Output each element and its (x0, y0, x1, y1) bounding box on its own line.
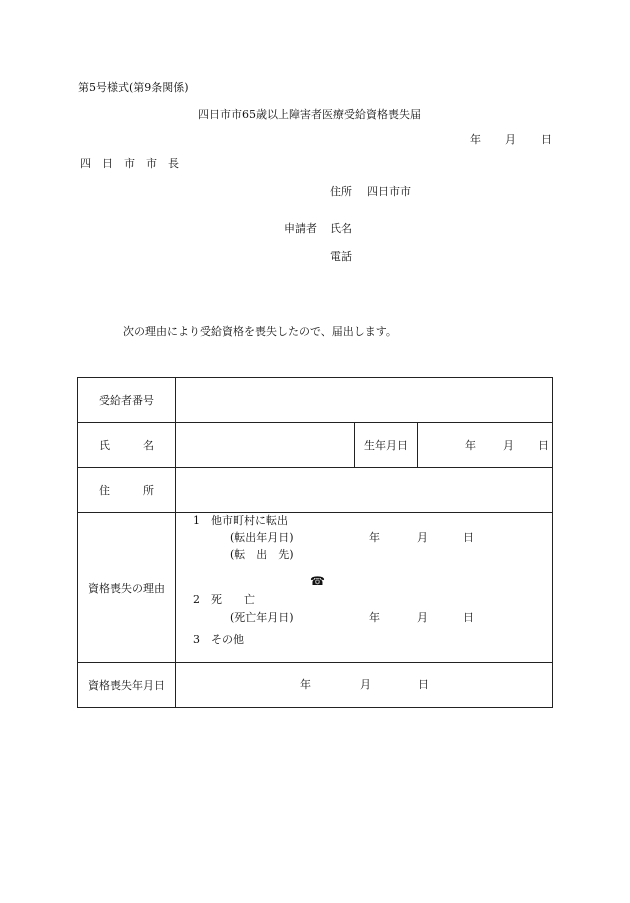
table-border-bottom (77, 707, 553, 708)
address-field-label: 住 所 (99, 484, 154, 497)
address-field[interactable] (176, 468, 552, 512)
loss-date-label: 資格喪失年月日 (88, 679, 165, 692)
address-value: 四日市市 (367, 185, 411, 198)
loss-date-day: 日 (418, 678, 429, 691)
name-field-label: 氏 名 (99, 439, 154, 452)
reason-1-date-label: (転出年月日) (230, 531, 294, 544)
birth-date-divider-right (417, 422, 418, 467)
reason-2-month: 月 (417, 611, 428, 624)
reason-1-destination-label: (転 出 先) (230, 548, 294, 561)
page-title: 四日市市65歳以上障害者医療受給資格喪失届 (198, 108, 421, 121)
form-number: 第5号様式(第9条関係) (78, 81, 189, 94)
birth-day: 日 (538, 439, 549, 452)
reason-1-month: 月 (417, 531, 428, 544)
table-border-right (552, 377, 553, 708)
recipient-number-label: 受給者番号 (99, 394, 154, 407)
reason-2-day: 日 (463, 611, 474, 624)
address-label: 住所 (330, 185, 352, 198)
reason-2-date-label: (死亡年月日) (230, 611, 294, 624)
recipient-number-field[interactable] (176, 378, 552, 422)
reason-label: 資格喪失の理由 (88, 581, 165, 595)
name-label: 氏名 (330, 222, 352, 235)
name-field[interactable] (176, 423, 354, 467)
reason-3: 3 その他 (193, 633, 244, 646)
telephone-icon: ☎ (310, 574, 325, 588)
statement: 次の理由により受給資格を喪失したので、届出します。 (123, 325, 397, 338)
reason-1-day: 日 (463, 531, 474, 544)
reason-1: 1 他市町村に転出 (193, 514, 288, 527)
birth-date-label: 生年月日 (364, 439, 408, 452)
applicant-label: 申請者 (284, 222, 317, 235)
reason-2: 2 死 亡 (193, 593, 255, 606)
reason-2-year: 年 (369, 611, 380, 624)
birth-month: 月 (503, 439, 514, 452)
birth-year: 年 (465, 439, 476, 452)
loss-date-year: 年 (300, 678, 311, 691)
form-table (77, 377, 553, 708)
addressee: 四 日 市 市 長 (80, 157, 179, 170)
date-year: 年 (470, 133, 481, 146)
reason-1-year: 年 (369, 531, 380, 544)
date-day: 日 (541, 133, 552, 146)
loss-date-month: 月 (360, 678, 371, 691)
date-month: 月 (505, 133, 516, 146)
phone-label: 電話 (330, 250, 352, 263)
